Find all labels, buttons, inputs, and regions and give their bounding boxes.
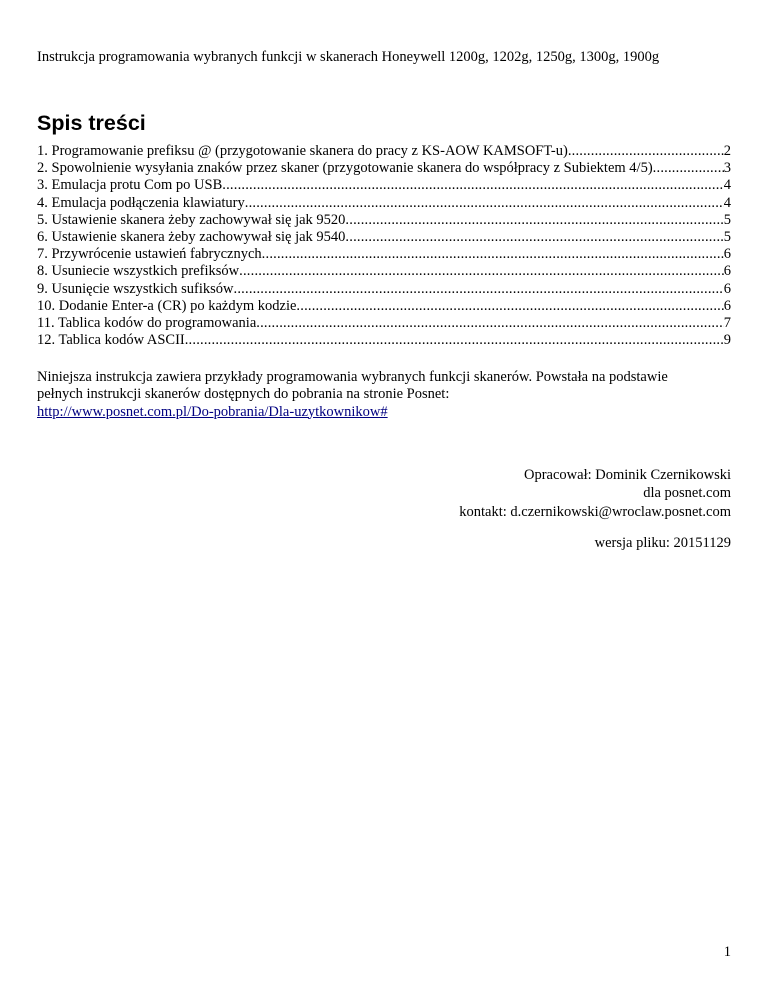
toc-entry-page: 6 (723, 263, 731, 280)
toc-leader-dots (234, 281, 724, 298)
intro-paragraph (37, 369, 737, 421)
toc-entry-page: 7 (723, 314, 731, 331)
toc-entry-label: 3. Emulacja protu Com po USB (37, 177, 223, 194)
author-name: Opracował: Dominik Czernikowski (524, 467, 731, 483)
toc-leader-dots (245, 195, 724, 212)
toc-entry-page: 6 (723, 297, 731, 314)
toc-entry-label: 4. Emulacja podłączenia klawiatury (37, 194, 245, 211)
toc-entry-label: 12. Tablica kodów ASCII (37, 332, 185, 349)
toc-entry-page: 5 (723, 228, 731, 245)
toc-leader-dots (262, 246, 724, 263)
toc-entry-label: 8. Usuniecie wszystkich prefiksów (37, 263, 240, 280)
toc-entry-page: 6 (723, 280, 731, 297)
author-block (459, 466, 731, 521)
toc-entry-7[interactable] (37, 246, 731, 263)
toc-entry-8[interactable] (37, 263, 731, 280)
toc-entry-2[interactable] (37, 160, 731, 177)
toc-entry-label: 1. Programowanie prefiksu @ (przygotowanie skanera do pracy z KS-AOW KAMSOFT-u) (37, 143, 568, 159)
toc-entry-12[interactable] (37, 332, 731, 349)
toc-entry-label: 2. Spowolnienie wysyłania znaków przez skaner (przygotowanie skanera do współpracy z Subiektem 4/5) (37, 160, 653, 177)
toc-leader-dots (653, 160, 724, 177)
toc-leader-dots (345, 212, 723, 229)
toc-leader-dots (568, 143, 724, 160)
toc-leader-dots (256, 315, 724, 332)
toc-leader-dots (345, 229, 723, 246)
toc-entry-10[interactable] (37, 298, 731, 315)
toc-entry-page: 5 (723, 211, 731, 228)
toc-entry-page: 4 (723, 177, 731, 194)
toc-entry-label: 10. Dodanie Enter-a (CR) po każdym kodzie (37, 297, 297, 314)
toc-leader-dots (296, 298, 723, 315)
toc-entry-label: 5. Ustawienie skanera żeby zachowywał się jak 9520 (37, 211, 346, 228)
toc-entry-label: 7. Przywrócenie ustawień fabrycznych (37, 246, 262, 263)
toc-entry-label: 11. Tablica kodów do programowania (37, 314, 257, 331)
toc-entry-page: 6 (723, 246, 731, 263)
file-version: wersja pliku: 20151129 (594, 535, 731, 551)
toc-entry-1[interactable] (37, 143, 731, 160)
toc-leader-dots (222, 177, 723, 194)
intro-line-1: Niniejsza instrukcja zawiera przykłady programowania wybranych funkcji skanerów. Powstała na podstawie (37, 369, 668, 385)
intro-line-2: pełnych instrukcji skanerów dostępnych do pobrania na stronie Posnet: (37, 386, 450, 403)
toc-entry-9[interactable] (37, 281, 731, 298)
toc-entry-4[interactable] (37, 195, 731, 212)
toc-entry-label: 6. Ustawienie skanera żeby zachowywał się jak 9540 (37, 228, 346, 245)
toc-entry-11[interactable] (37, 315, 731, 332)
toc-entry-page: 3 (723, 160, 731, 177)
toc-leader-dots (239, 263, 724, 280)
toc-leader-dots (185, 332, 724, 349)
toc-entry-page: 9 (723, 332, 731, 349)
author-organization: dla posnet.com (643, 485, 731, 502)
toc-entry-3[interactable] (37, 177, 731, 194)
page-number: 1 (723, 944, 731, 960)
toc-entry-label: 9. Usunięcie wszystkich sufiksów (37, 280, 234, 297)
author-contact: kontakt: d.czernikowski@wroclaw.posnet.com (459, 503, 731, 520)
toc-title: Spis treści (37, 111, 146, 135)
toc-entry-5[interactable] (37, 212, 731, 229)
toc-entry-page: 2 (723, 143, 731, 159)
toc-entry-6[interactable] (37, 229, 731, 246)
table-of-contents (37, 143, 731, 349)
posnet-download-link[interactable]: http://www.posnet.com.pl/Do-pobrania/Dla-uzytkownikow# (37, 403, 388, 420)
toc-entry-page: 4 (723, 194, 731, 211)
document-header: Instrukcja programowania wybranych funkcji w skanerach Honeywell 1200g, 1202g, 1250g, 1300g, 1900g (37, 49, 660, 65)
